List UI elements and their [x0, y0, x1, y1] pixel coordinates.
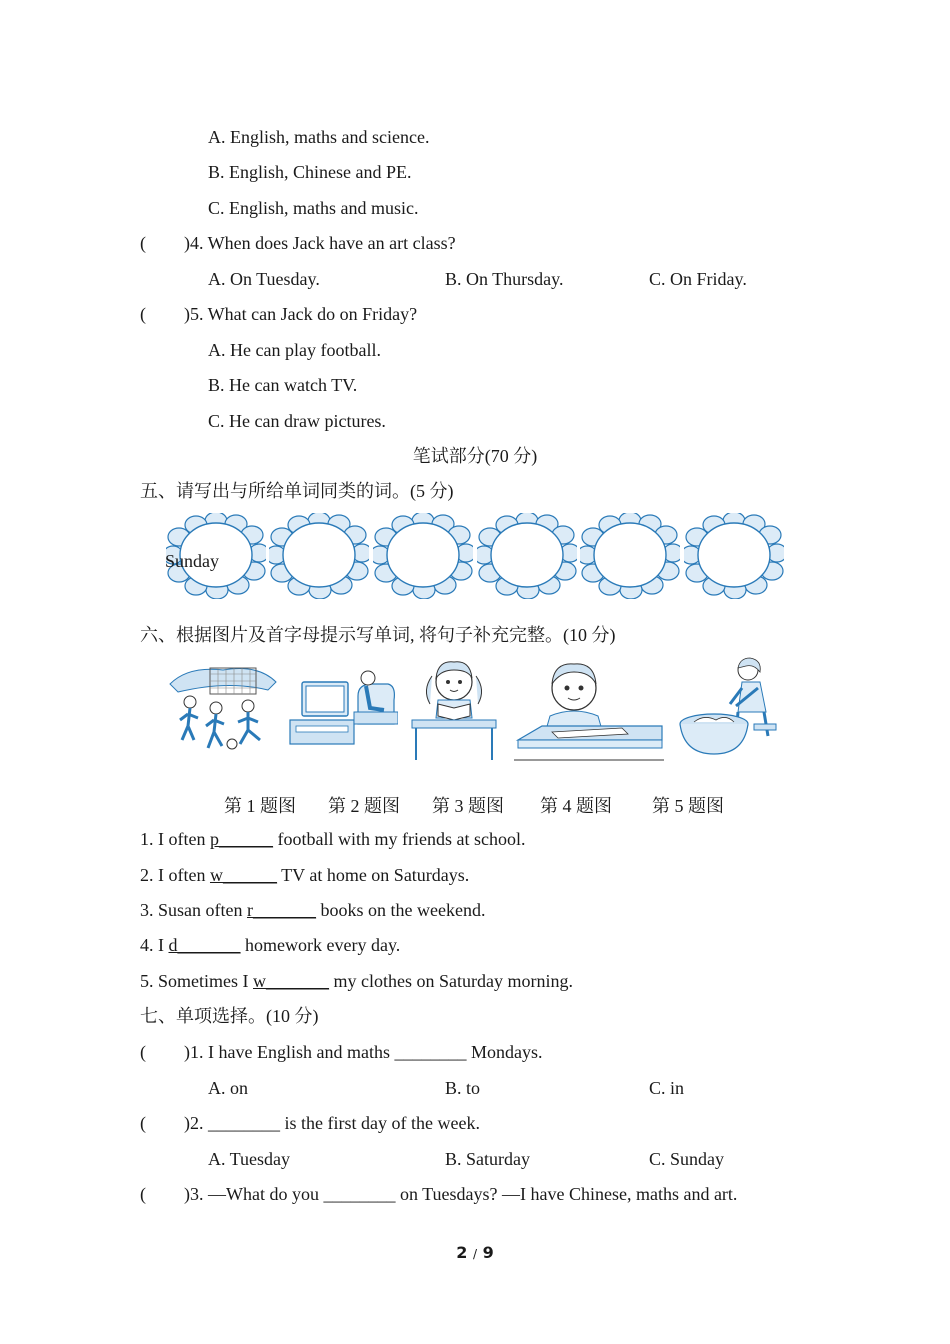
- question-5: [140, 303, 417, 325]
- sentence-text: books on the weekend.: [316, 900, 486, 920]
- q3-option-b: B. English, Chinese and PE.: [208, 162, 412, 182]
- q4-option-b: B. On Thursday.: [445, 269, 564, 289]
- page-number: [0, 1243, 950, 1262]
- sentence-5: [140, 970, 573, 992]
- reading-picture: [408, 656, 498, 764]
- flower-3[interactable]: [373, 513, 473, 599]
- blank-line: _______: [253, 900, 316, 920]
- hint-letter: d: [168, 935, 178, 955]
- example-word: Sunday: [165, 551, 219, 571]
- mc2-option-c: C. Sunday: [649, 1149, 725, 1169]
- answer-paren-close: ): [184, 1184, 190, 1204]
- caption-4: 第 4 题图: [540, 796, 612, 816]
- fill-blank[interactable]: [247, 900, 316, 920]
- sentence-2: [140, 864, 469, 886]
- question-text: 5. What can Jack do on Friday?: [190, 304, 418, 324]
- answer-paren-open: (: [140, 1184, 146, 1204]
- tv-picture: [288, 656, 398, 748]
- answer-paren-open: (: [140, 233, 146, 253]
- hint-letter: w: [209, 865, 223, 885]
- page-separator: /: [472, 1247, 478, 1261]
- q4-option-c: C. On Friday.: [649, 269, 747, 289]
- blank-line: _______: [266, 971, 329, 991]
- section-5-title: 五、请写出与所给单词同类的词。(5 分): [140, 481, 454, 501]
- question-text: 4. When does Jack have an art class?: [190, 233, 456, 253]
- answer-paren-open: (: [140, 304, 146, 324]
- question-4: [140, 232, 456, 254]
- flower-6[interactable]: [684, 513, 784, 599]
- q5-option-a: A. He can play football.: [208, 340, 381, 360]
- sentence-text: 1. I often: [140, 829, 210, 849]
- written-part-title: 笔试部分(70 分): [412, 446, 538, 466]
- q3-option-a: A. English, maths and science.: [208, 127, 430, 147]
- fill-blank[interactable]: [210, 865, 277, 885]
- answer-paren-close: ): [184, 233, 190, 253]
- caption-1: 第 1 题图: [224, 796, 296, 816]
- sentence-text: 4. I: [140, 935, 169, 955]
- fill-blank[interactable]: [169, 935, 241, 955]
- current-page: 2: [456, 1243, 468, 1262]
- sentence-text: 2. I often: [140, 865, 210, 885]
- mc1-option-c: C. in: [649, 1078, 685, 1098]
- question-text: 3. —What do you ________ on Tuesdays? —I have Chinese, maths and art.: [190, 1184, 738, 1204]
- q5-option-b: B. He can watch TV.: [208, 375, 358, 395]
- mc2-option-b: B. Saturday: [445, 1149, 530, 1169]
- mc1-option-a: A. on: [208, 1078, 248, 1098]
- section-6-title: 六、根据图片及首字母提示写单词, 将句子补充完整。(10 分): [140, 625, 616, 645]
- flower-4[interactable]: [477, 513, 577, 599]
- sentence-text: my clothes on Saturday morning.: [329, 971, 573, 991]
- mc1-option-b: B. to: [445, 1078, 481, 1098]
- answer-paren-open: (: [140, 1042, 146, 1062]
- mc2-option-a: A. Tuesday: [208, 1149, 291, 1169]
- hint-letter: r: [247, 900, 253, 920]
- mc-question-2: [140, 1112, 480, 1134]
- caption-3: 第 3 题图: [432, 796, 504, 816]
- caption-5: 第 5 题图: [652, 796, 724, 816]
- flower-5[interactable]: [580, 513, 680, 599]
- question-text: 1. I have English and maths ________ Mondays.: [190, 1042, 543, 1062]
- q4-option-a: A. On Tuesday.: [208, 269, 320, 289]
- hint-letter: p: [209, 829, 219, 849]
- answer-paren-close: ): [184, 304, 190, 324]
- sentence-text: football with my friends at school.: [272, 829, 526, 849]
- sentence-3: [140, 899, 485, 921]
- mc-question-3: [140, 1183, 737, 1205]
- answer-paren-open: (: [140, 1113, 146, 1133]
- sentence-text: 3. Susan often: [140, 900, 247, 920]
- q3-option-c: C. English, maths and music.: [208, 198, 419, 218]
- total-pages: 9: [482, 1243, 494, 1262]
- answer-paren-close: ): [184, 1042, 190, 1062]
- sentence-text: homework every day.: [240, 935, 401, 955]
- question-text: 2. ________ is the first day of the week.: [190, 1113, 480, 1133]
- hint-letter: w: [253, 971, 266, 991]
- flower-2[interactable]: [269, 513, 369, 599]
- fill-blank[interactable]: [253, 971, 329, 991]
- homework-picture: [512, 656, 667, 762]
- sentence-1: [140, 828, 525, 850]
- blank-line: _______: [177, 935, 241, 955]
- fill-blank[interactable]: [210, 829, 273, 849]
- mc-question-1: [140, 1041, 542, 1063]
- sentence-4: [140, 934, 400, 956]
- blank-line: ______: [222, 865, 277, 885]
- answer-paren-close: ): [184, 1113, 190, 1133]
- sentence-text: 5. Sometimes I: [140, 971, 253, 991]
- caption-2: 第 2 题图: [328, 796, 400, 816]
- washing-picture: [676, 656, 782, 764]
- section-7-title: 七、单项选择。(10 分): [140, 1006, 319, 1026]
- blank-line: ______: [218, 829, 273, 849]
- q5-option-c: C. He can draw pictures.: [208, 411, 386, 431]
- football-picture: [168, 656, 278, 756]
- sentence-text: TV at home on Saturdays.: [276, 865, 470, 885]
